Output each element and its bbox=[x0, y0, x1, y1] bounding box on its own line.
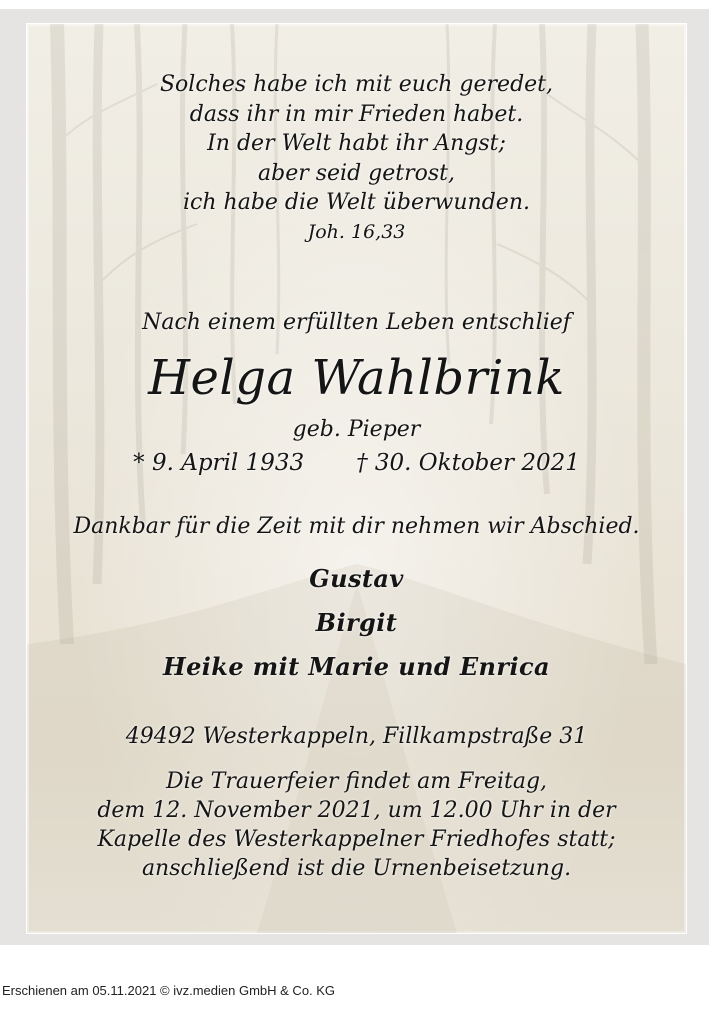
thanks-text: Dankbar für die Zeit mit dir nehmen wir Abschied. bbox=[73, 514, 640, 539]
verse-line: In der Welt habt ihr Angst; bbox=[207, 131, 506, 156]
life-dates bbox=[27, 450, 686, 476]
publication-footer: Erschienen am 05.11.2021 © ivz.medien GmbH & Co. KG bbox=[2, 983, 336, 998]
mourner-name: Gustav bbox=[309, 564, 404, 593]
mourner-name: Heike mit Marie und Enrica bbox=[163, 652, 550, 681]
deceased-name: Helga Wahlbrink bbox=[148, 350, 565, 406]
birth-name: geb. Pieper bbox=[292, 417, 421, 442]
mourner-name: Birgit bbox=[315, 608, 398, 637]
verse-line: aber seid getrost, bbox=[258, 161, 455, 186]
verse-line: dass ihr in mir Frieden habet. bbox=[189, 102, 524, 127]
service-line: dem 12. November 2021, um 12.00 Uhr in der bbox=[97, 798, 616, 823]
birth-date: * 9. April 1933 bbox=[133, 450, 305, 476]
service-line: Die Trauerfeier findet am Freitag, bbox=[165, 769, 548, 794]
verse-reference: Joh. 16,33 bbox=[307, 221, 406, 243]
service-line: Kapelle des Westerkappelner Friedhofes statt; bbox=[97, 827, 616, 852]
notice-frame bbox=[0, 9, 709, 945]
verse-line: Solches habe ich mit euch geredet, bbox=[159, 72, 554, 97]
service-line: anschließend ist die Urnenbeisetzung. bbox=[141, 856, 572, 881]
family-address: 49492 Westerkappeln, Fillkampstraße 31 bbox=[125, 724, 588, 749]
death-date: † 30. Oktober 2021 bbox=[356, 450, 580, 476]
obituary-card bbox=[26, 23, 687, 934]
verse-line: ich habe die Welt überwunden. bbox=[183, 190, 530, 215]
intro-text: Nach einem erfüllten Leben entschlief bbox=[142, 310, 571, 335]
